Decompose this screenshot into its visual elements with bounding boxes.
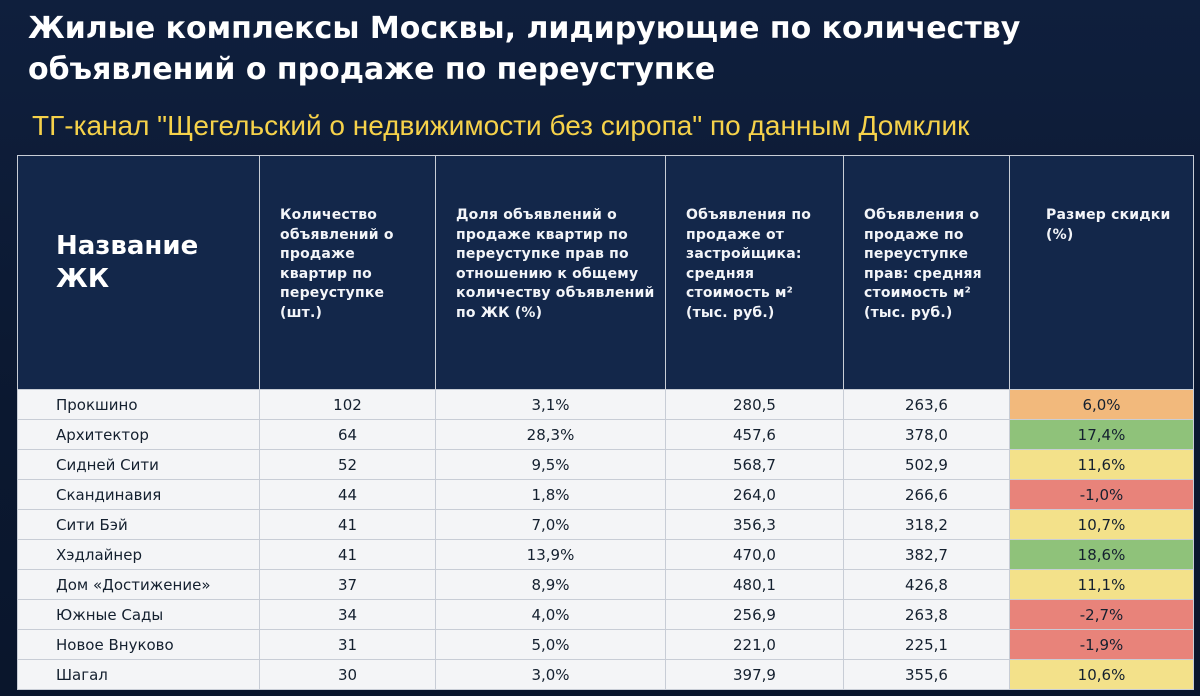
cell-resale-price: 266,6 xyxy=(844,480,1010,510)
cell-discount: 10,7% xyxy=(1010,510,1194,540)
table-row xyxy=(18,600,1194,630)
page-title: Жилые комплексы Москвы, лидирующие по количеству объявлений о продаже по переуступке xyxy=(28,11,1021,87)
cell-resale-price: 382,7 xyxy=(844,540,1010,570)
cell-name: Сити Бэй xyxy=(18,510,260,540)
col-header-discount xyxy=(1010,156,1194,390)
cell-count: 64 xyxy=(260,420,436,450)
cell-dev-price: 221,0 xyxy=(666,630,844,660)
cell-dev-price: 568,7 xyxy=(666,450,844,480)
cell-share: 5,0% xyxy=(436,630,666,660)
cell-name: Архитектор xyxy=(18,420,260,450)
table-row xyxy=(18,660,1194,690)
cell-name: Шагал xyxy=(18,660,260,690)
cell-discount: 11,1% xyxy=(1010,570,1194,600)
cell-discount: 18,6% xyxy=(1010,540,1194,570)
cell-share: 13,9% xyxy=(436,540,666,570)
cell-count: 37 xyxy=(260,570,436,600)
col-header-count xyxy=(260,156,436,390)
cell-share: 3,0% xyxy=(436,660,666,690)
col-header-count-label: Количество объявлений о продаже квартир по переуступке (шт.) xyxy=(280,207,394,321)
cell-resale-price: 225,1 xyxy=(844,630,1010,660)
cell-resale-price: 318,2 xyxy=(844,510,1010,540)
col-header-share xyxy=(436,156,666,390)
cell-discount: 11,6% xyxy=(1010,450,1194,480)
table-row xyxy=(18,480,1194,510)
col-header-dev-price-label: Объявления по продаже от застройщика: средняя стоимость м² (тыс. руб.) xyxy=(686,207,812,321)
table-body xyxy=(18,390,1194,690)
cell-count: 34 xyxy=(260,600,436,630)
cell-resale-price: 378,0 xyxy=(844,420,1010,450)
cell-discount: -1,9% xyxy=(1010,630,1194,660)
cell-dev-price: 356,3 xyxy=(666,510,844,540)
cell-dev-price: 470,0 xyxy=(666,540,844,570)
cell-share: 3,1% xyxy=(436,390,666,420)
cell-share: 8,9% xyxy=(436,570,666,600)
cell-name: Новое Внуково xyxy=(18,630,260,660)
cell-dev-price: 397,9 xyxy=(666,660,844,690)
cell-dev-price: 457,6 xyxy=(666,420,844,450)
col-header-dev-price xyxy=(666,156,844,390)
cell-resale-price: 355,6 xyxy=(844,660,1010,690)
cell-share: 9,5% xyxy=(436,450,666,480)
cell-share: 1,8% xyxy=(436,480,666,510)
table-row xyxy=(18,390,1194,420)
cell-resale-price: 263,8 xyxy=(844,600,1010,630)
cell-count: 41 xyxy=(260,510,436,540)
col-header-discount-label: Размер скидки (%) xyxy=(1046,207,1171,243)
cell-name: Южные Сады xyxy=(18,600,260,630)
cell-discount: 6,0% xyxy=(1010,390,1194,420)
cell-count: 30 xyxy=(260,660,436,690)
col-header-name xyxy=(18,156,260,390)
cell-count: 52 xyxy=(260,450,436,480)
cell-name: Дом «Достижение» xyxy=(18,570,260,600)
col-header-resale-price xyxy=(844,156,1010,390)
col-header-name-label: Название ЖК xyxy=(56,231,199,294)
header-row xyxy=(18,156,1194,390)
cell-discount: 17,4% xyxy=(1010,420,1194,450)
cell-name: Хэдлайнер xyxy=(18,540,260,570)
cell-share: 4,0% xyxy=(436,600,666,630)
cell-discount: 10,6% xyxy=(1010,660,1194,690)
cell-resale-price: 263,6 xyxy=(844,390,1010,420)
cell-count: 41 xyxy=(260,540,436,570)
cell-name: Сидней Сити xyxy=(18,450,260,480)
cell-name: Прокшино xyxy=(18,390,260,420)
col-header-resale-price-label: Объявления о продаже по переуступке прав: средняя стоимость м² (тыс. руб.) xyxy=(864,207,982,321)
cell-share: 28,3% xyxy=(436,420,666,450)
residential-complex-table xyxy=(17,155,1194,690)
cell-dev-price: 264,0 xyxy=(666,480,844,510)
cell-count: 31 xyxy=(260,630,436,660)
cell-dev-price: 256,9 xyxy=(666,600,844,630)
cell-share: 7,0% xyxy=(436,510,666,540)
cell-count: 102 xyxy=(260,390,436,420)
cell-resale-price: 502,9 xyxy=(844,450,1010,480)
cell-discount: -1,0% xyxy=(1010,480,1194,510)
page-subtitle: ТГ-канал "Щегельский о недвижимости без сиропа" по данным Домклик xyxy=(32,110,970,141)
table-row xyxy=(18,450,1194,480)
cell-resale-price: 426,8 xyxy=(844,570,1010,600)
cell-count: 44 xyxy=(260,480,436,510)
table-row xyxy=(18,510,1194,540)
cell-dev-price: 280,5 xyxy=(666,390,844,420)
table-row xyxy=(18,540,1194,570)
table-header xyxy=(18,156,1194,390)
cell-name: Скандинавия xyxy=(18,480,260,510)
table-row xyxy=(18,570,1194,600)
table-row xyxy=(18,630,1194,660)
cell-discount: -2,7% xyxy=(1010,600,1194,630)
cell-dev-price: 480,1 xyxy=(666,570,844,600)
col-header-share-label: Доля объявлений о продаже квартир по переуступке прав по отношению к общему количеству объявлений по ЖК (%) xyxy=(456,207,655,321)
table-row xyxy=(18,420,1194,450)
